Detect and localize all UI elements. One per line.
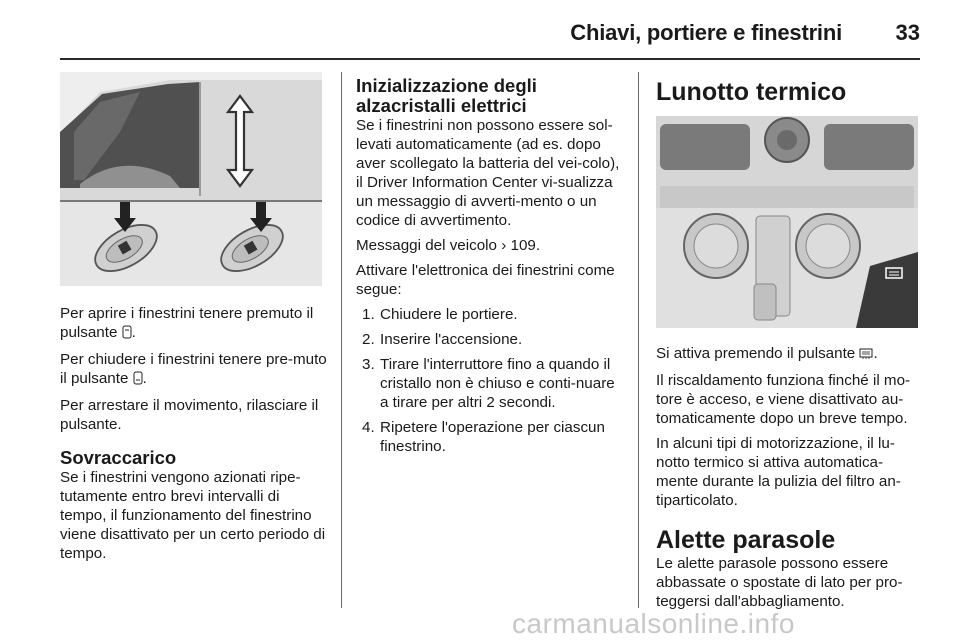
column-divider-1 — [341, 72, 342, 608]
list-item: 2. Inserire l'accensione. — [362, 331, 523, 348]
paragraph-overload: Se i finestrini vengono azionati ripe-tutamente entro brevi intervalli di tempo, il funzionamento del finestrino viene disattivato per un certo periodo di tempo. — [60, 469, 326, 562]
list-item: 3. Tirare l'interruttore fino a quando il cristallo non è chiuso e conti-nuare a tirare per altri 2 secondi. — [362, 356, 615, 411]
watermark: carmanualsonline.info — [512, 608, 795, 639]
column-divider-2 — [638, 72, 639, 608]
page-reference-arrow-icon: › — [501, 237, 507, 254]
page-header — [60, 14, 920, 60]
window-switch-illustration — [60, 72, 322, 286]
paragraph-particulate-filter: In alcuni tipi di motorizzazione, il lu-notto termico si attiva automatica-mente durante la pulizia del filtro an-tiparticolato. — [656, 435, 901, 509]
page-number: 33 — [895, 20, 920, 45]
paragraph-vehicle-messages: Messaggi del veicolo › 109. — [356, 237, 541, 254]
chapter-title: Chiavi, portiere e finestrini — [570, 20, 842, 45]
paragraph-close-windows: Per chiudere i finestrini tenere pre-muto il pulsante . — [60, 350, 328, 390]
heading-sun-visors: Alette parasole — [656, 526, 836, 554]
window-switch-icon — [122, 325, 132, 344]
column-right — [656, 72, 922, 617]
paragraph-heating-duration: Il riscaldamento funziona finché il mo-tore è acceso, e viene disattivato au-tomaticamente dopo un breve tempo. — [656, 372, 911, 427]
paragraph-activate: Attivare l'elettronica dei finestrini come segue: — [356, 262, 615, 298]
paragraph-open-windows: Per aprire i finestrini tenere premuto il pulsante . — [60, 304, 328, 344]
paragraph-sun-visors: Le alette parasole possono essere abbassate o spostate di lato per pro-teggersi dall'abbagliamento. — [656, 555, 903, 610]
rear-window-defrost-icon — [859, 346, 873, 365]
steps-list — [362, 305, 624, 456]
window-switch-icon — [133, 371, 143, 390]
paragraph-stop-movement: Per arrestare il movimento, rilasciare il pulsante. — [60, 397, 319, 433]
paragraph-initialization: Se i finestrini non possono essere sol-levati automaticamente (ad es. dopo aver scollegato la batteria del vei-colo), il Driver Information Center vi-sualizza un messaggio di avverti-mento o un codice di avvertimento. — [356, 117, 620, 229]
list-item: 4. Ripetere l'operazione per ciascun finestrino. — [362, 419, 605, 455]
column-left — [60, 72, 328, 569]
heading-initialization: Inizializzazione degli alzacristalli elettrici — [356, 75, 537, 116]
header-rule — [60, 58, 920, 60]
climate-panel-illustration — [656, 116, 918, 328]
paragraph-activate-defroster: Si attiva premendo il pulsante . — [656, 344, 922, 365]
list-item: 1. Chiudere le portiere. — [362, 306, 518, 323]
heading-overload: Sovraccarico — [60, 447, 177, 468]
column-middle — [356, 72, 624, 462]
heading-rear-defroster: Lunotto termico — [656, 78, 847, 106]
